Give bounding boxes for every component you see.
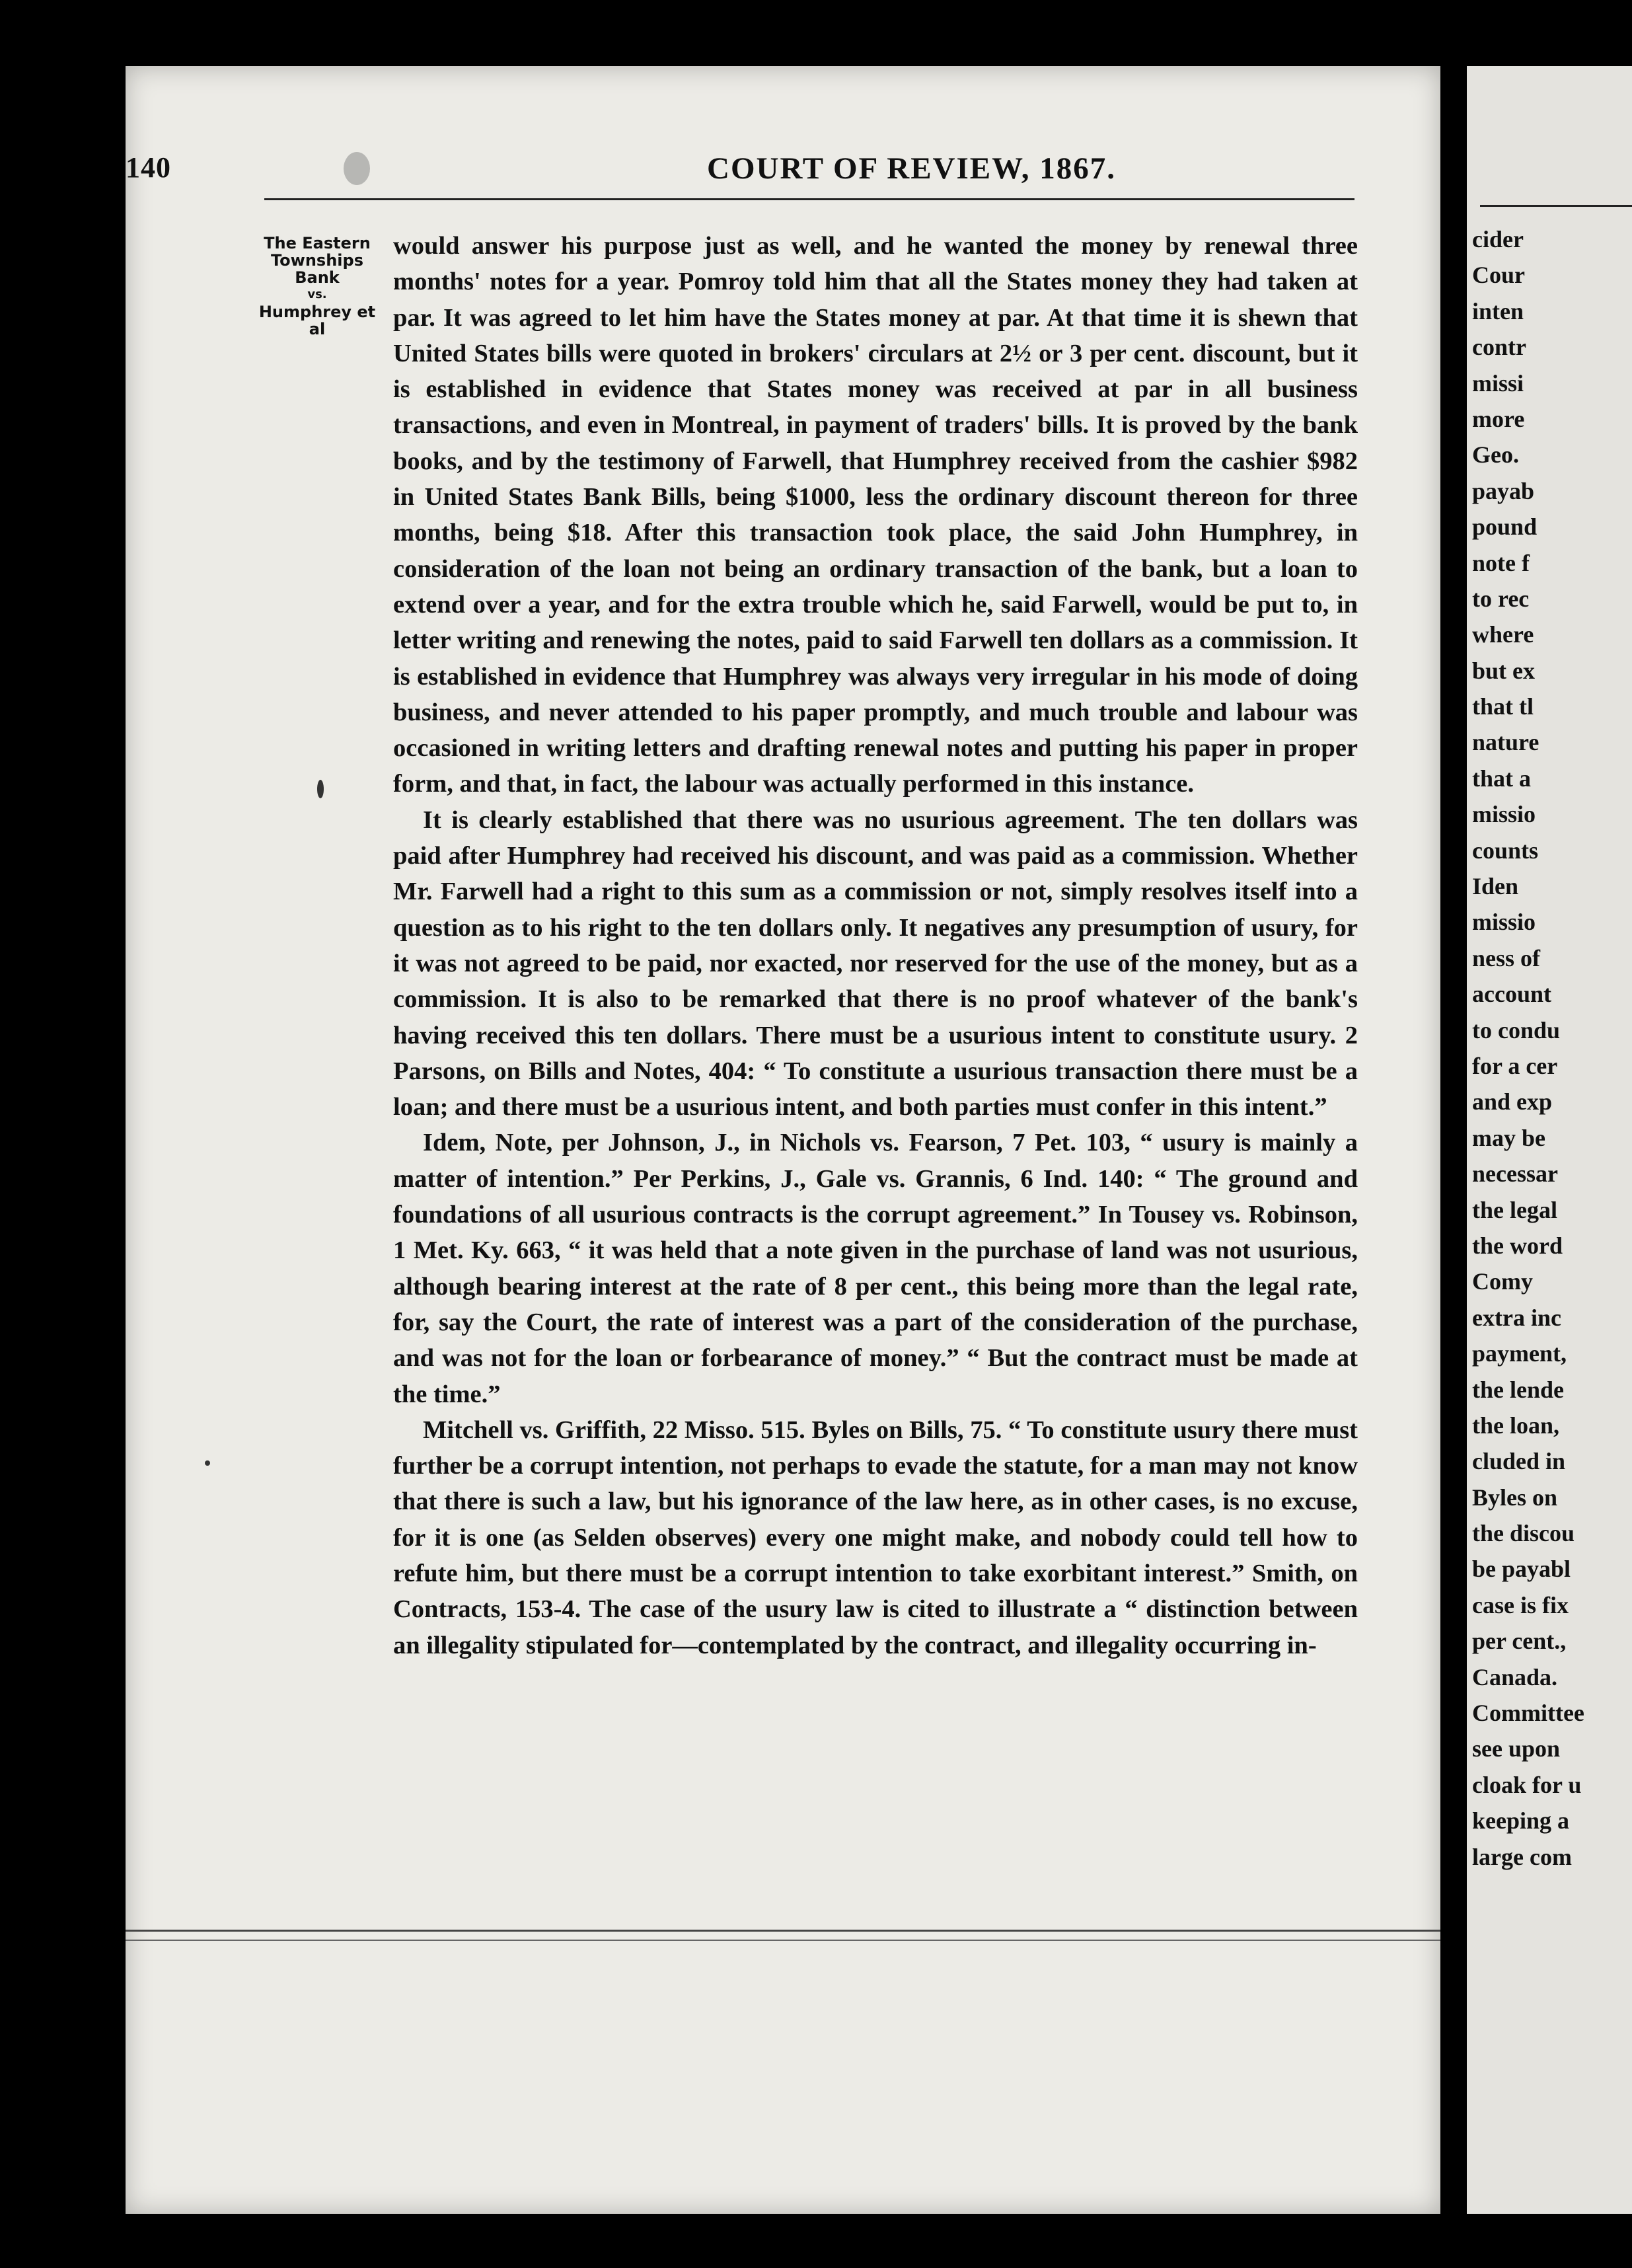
adjacent-page-line: payab: [1472, 477, 1535, 504]
page-number: 140: [126, 151, 171, 184]
adjacent-page-line: note f: [1472, 549, 1530, 576]
adjacent-page-line: the lende: [1472, 1376, 1564, 1403]
adjacent-page-line: missio: [1472, 909, 1536, 936]
case-side-note: [251, 235, 383, 338]
adjacent-page-line: that a: [1472, 765, 1531, 792]
scan-blemish: [317, 780, 324, 798]
side-note-line: Townships: [271, 251, 363, 270]
adjacent-page-line: Cour: [1472, 262, 1525, 289]
adjacent-page-line: nature: [1472, 729, 1539, 756]
header-rule: [264, 198, 1354, 200]
adjacent-page-line: pound: [1472, 513, 1538, 541]
adjacent-page-line: the word: [1472, 1232, 1563, 1259]
footer-rule: [126, 1930, 1440, 1932]
adjacent-page-line: keeping a: [1472, 1807, 1570, 1834]
adjacent-page-line: contr: [1472, 334, 1526, 361]
adjacent-page-line: see upon: [1472, 1735, 1561, 1762]
adjacent-page-line: Iden: [1472, 873, 1519, 900]
adjacent-page-line: case is fix: [1472, 1591, 1569, 1618]
scan-gutter: [1440, 0, 1467, 2268]
footer-rule: [126, 1940, 1440, 1941]
side-note-line: Bank: [295, 268, 340, 287]
adjacent-page-text: [1472, 221, 1631, 1875]
adjacent-page-line: inten: [1472, 297, 1524, 324]
adjacent-page-line: and exp: [1472, 1088, 1553, 1115]
adjacent-page-line: to rec: [1472, 585, 1530, 612]
adjacent-page-line: Canada.: [1472, 1663, 1558, 1690]
side-note-line: Humphrey et al: [258, 303, 376, 338]
adjacent-page-line: account: [1472, 981, 1551, 1008]
adjacent-page-line: cloak for u: [1472, 1771, 1582, 1798]
adjacent-page-rule: [1480, 205, 1632, 207]
adjacent-page-line: necessar: [1472, 1160, 1558, 1188]
adjacent-page-line: Committee: [1472, 1700, 1584, 1727]
adjacent-page-line: to condu: [1472, 1016, 1561, 1043]
scan-blemish: [344, 152, 370, 185]
adjacent-page-line: more: [1472, 405, 1525, 432]
body-text: [393, 228, 1358, 1663]
paragraph: Mitchell vs. Griffith, 22 Misso. 515. Byles on Bills, 75. “ To constitute usury there must further be a corrupt intention, not perhaps to evade the statute, for a man may not know that there is such a law, but his ignorance of the law here, as in other cases, is no excuse, for it is one (as Selden observes) every one might make, and nobody could tell how to refute him, but there must be a corrupt intention to take exorbitant interest.” Smith, on Contracts, 153-4. The case of the usury law is cited to illustrate a “ distinction between an illegality stipulated for—contemplated by the contract, and illegality occurring in-: [393, 1416, 1358, 1659]
adjacent-page-line: missi: [1472, 369, 1524, 397]
adjacent-page-line: the loan,: [1472, 1412, 1560, 1439]
adjacent-page-line: Byles on: [1472, 1484, 1558, 1511]
adjacent-page-line: the discou: [1472, 1520, 1575, 1547]
adjacent-page-line: missio: [1472, 801, 1536, 828]
side-note-line: The Eastern: [264, 234, 371, 252]
adjacent-page-line: where: [1472, 621, 1534, 648]
paragraph: would answer his purpose just as well, and he wanted the money by renewal three months' notes for a year. Pomroy told him that all the States money they had taken at par. It was agreed to let him have the States money at par. At that time it is shewn that United States bills were quoted in brokers' circulars at 2½ or 3 per cent. discount, but it is established in evidence that States money was received at par in all business transactions, and even in Montreal, in payment of traders' bills. It is proved by the bank books, and by the testimony of Farwell, that Humphrey received from the cashier $982 in United States Bank Bills, being $1000, less the ordinary discount thereon for three months, being $18. After this transaction took place, the said John Humphrey, in consideration of the loan not being an ordinary transaction of the bank, but a loan to extend over a year, and for the extra trouble which he, said Farwell, would be put to, in letter writing and renewing the notes, paid to said Farwell ten dollars as a commission. It is established in evidence that Humphrey was always very irregular in his mode of doing business, and never attended to his paper promptly, and much trouble and labour was occasioned in writing letters and drafting renewal notes and putting his paper in proper form, and that, in fact, the labour was actually performed in this instance.: [393, 232, 1358, 798]
adjacent-page-line: counts: [1472, 837, 1539, 864]
adjacent-page-line: but ex: [1472, 657, 1536, 684]
adjacent-page-line: may be: [1472, 1124, 1545, 1151]
adjacent-page-line: cluded in: [1472, 1448, 1566, 1475]
adjacent-page-line: cider: [1472, 226, 1524, 252]
adjacent-page-line: that tl: [1472, 693, 1534, 720]
adjacent-page-line: large com: [1472, 1843, 1572, 1870]
adjacent-page-line: the legal: [1472, 1196, 1557, 1223]
running-head: COURT OF REVIEW, 1867.: [707, 151, 1117, 186]
paragraph: It is clearly established that there was no usurious agreement. The ten dollars was paid after Humphrey had received his discount, and was paid as a commission. Whether Mr. Farwell had a right to this sum as a commission or not, simply resolves itself into a question as to his right to the ten dollars only. It negatives any presumption of usury, for it was not agreed to be paid, nor exacted, nor reserved for the use of the money, but as a commission. It is also to be remarked that there is no proof whatever of the bank's having received this ten dollars. There must be a usurious intent to constitute usury. 2 Parsons, on Bills and Notes, 404: “ To constitute a usurious transaction there must be a loan; and there must be a usurious intent, and both parties must confer in this intent.”: [393, 806, 1358, 1121]
adjacent-page-line: payment,: [1472, 1340, 1567, 1367]
adjacent-page-line: Geo.: [1472, 441, 1519, 469]
scan-border-left: [0, 0, 126, 2268]
adjacent-page-line: Comy: [1472, 1268, 1533, 1295]
adjacent-page-line: ness of: [1472, 944, 1541, 971]
scan-blemish: [205, 1460, 210, 1466]
adjacent-page-line: for a cer: [1472, 1052, 1558, 1079]
paragraph: Idem, Note, per Johnson, J., in Nichols vs. Fearson, 7 Pet. 103, “ usury is mainly a matter of intention.” Per Perkins, J., Gale vs. Grannis, 6 Ind. 140: “ The ground and foundations of all usurious contracts is the corrupt agreement.” In Tousey vs. Robinson, 1 Met. Ky. 663, “ it was held that a note given in the purchase of land was not usurious, although bearing interest at the rate of 8 per cent., this being more than the legal rate, for, say the Court, the rate of interest was a part of the consideration of the purchase, and was not for the loan or forbearance of money.” “ But the contract must be made at the time.”: [393, 1129, 1358, 1408]
adjacent-page-line: per cent.,: [1472, 1628, 1567, 1655]
side-note-line: vs.: [307, 287, 327, 301]
adjacent-page-line: be payabl: [1472, 1556, 1571, 1583]
adjacent-page-line: extra inc: [1472, 1304, 1561, 1331]
